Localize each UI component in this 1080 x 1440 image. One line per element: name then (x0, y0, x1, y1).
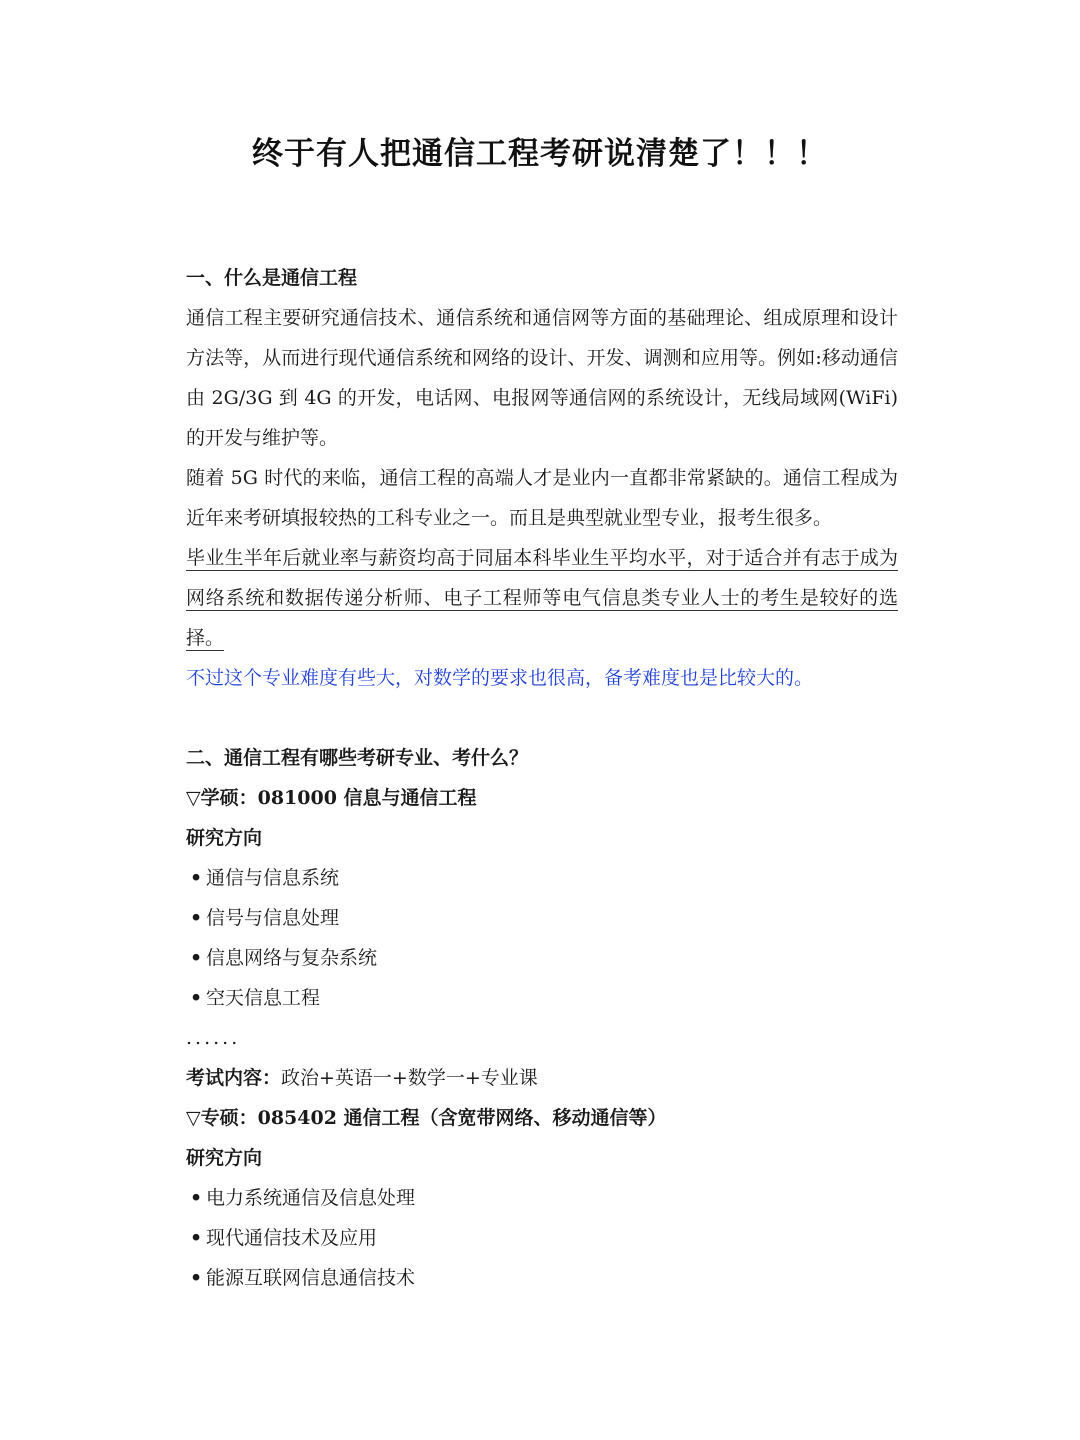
page-title: 终于有人把通信工程考研说清楚了！！！ (252, 136, 828, 172)
professional-direction-item (186, 1218, 898, 1258)
professional-direction-item (186, 1178, 898, 1218)
article-body (186, 258, 898, 1298)
bullet-icon: • (190, 907, 203, 929)
section-spacer (186, 698, 898, 738)
bullet-icon: • (190, 987, 203, 1009)
professional-direction-text: 电力系统通信及信息处理 (206, 1187, 416, 1209)
professional-direction-text: 现代通信技术及应用 (206, 1227, 378, 1249)
professional-direction-item (186, 1258, 898, 1298)
academic-direction-item (186, 898, 898, 938)
professional-directions-label: 研究方向 (186, 1147, 263, 1169)
section1-paragraph-1: 通信工程主要研究通信技术、通信系统和通信网等方面的基础理论、组成原理和设计方法等，从而进行现代通信系统和网络的设计、开发、调测和应用等。例如:移动通信由 2G/3G 到 4G 的开发，电话网、电报网等通信网的系统设计，无线局域网(WiFi)的开发与维护等。 (186, 307, 898, 449)
bullet-icon: • (190, 1267, 203, 1289)
ellipsis: ...... (186, 1027, 241, 1049)
bullet-icon: • (190, 1187, 203, 1209)
bullet-icon: • (190, 1227, 203, 1249)
section1-heading: 一、什么是通信工程 (186, 267, 358, 289)
bullet-icon: • (190, 947, 203, 969)
academic-direction-item (186, 858, 898, 898)
section1-paragraph-2: 随着 5G 时代的来临，通信工程的高端人才是业内一直都非常紧缺的。通信工程成为近年来考研填报较热的工科专业之一。而且是典型就业型专业，报考生很多。 (186, 467, 898, 529)
exam-content-value: 政治+英语一+数学一+专业课 (281, 1067, 538, 1089)
professional-direction-text: 能源互联网信息通信技术 (206, 1267, 416, 1289)
section1-paragraph-4-highlight: 不过这个专业难度有些大，对数学的要求也很高，备考难度也是比较大的。 (186, 667, 814, 689)
academic-direction-text: 信息网络与复杂系统 (206, 947, 378, 969)
academic-direction-text: 通信与信息系统 (206, 867, 340, 889)
professional-degree-label: ▽专硕：085402 通信工程（含宽带网络、移动通信等） (186, 1107, 667, 1129)
bullet-icon: • (190, 867, 203, 889)
section2-heading: 二、通信工程有哪些考研专业、考什么？ (186, 747, 529, 769)
academic-directions-label: 研究方向 (186, 827, 263, 849)
exam-content-label: 考试内容： (186, 1067, 282, 1089)
academic-direction-text: 信号与信息处理 (206, 907, 340, 929)
exam-content-line (186, 1058, 898, 1098)
academic-degree-label: ▽学硕：081000 信息与通信工程 (186, 787, 477, 809)
academic-direction-item (186, 978, 898, 1018)
academic-direction-item (186, 938, 898, 978)
academic-direction-text: 空天信息工程 (206, 987, 321, 1009)
section1-paragraph-3-underlined: 毕业生半年后就业率与薪资均高于同届本科毕业生平均水平，对于适合并有志于成为网络系统和数据传递分析师、电子工程师等电气信息类专业人士的考生是较好的选择。 (186, 547, 898, 649)
